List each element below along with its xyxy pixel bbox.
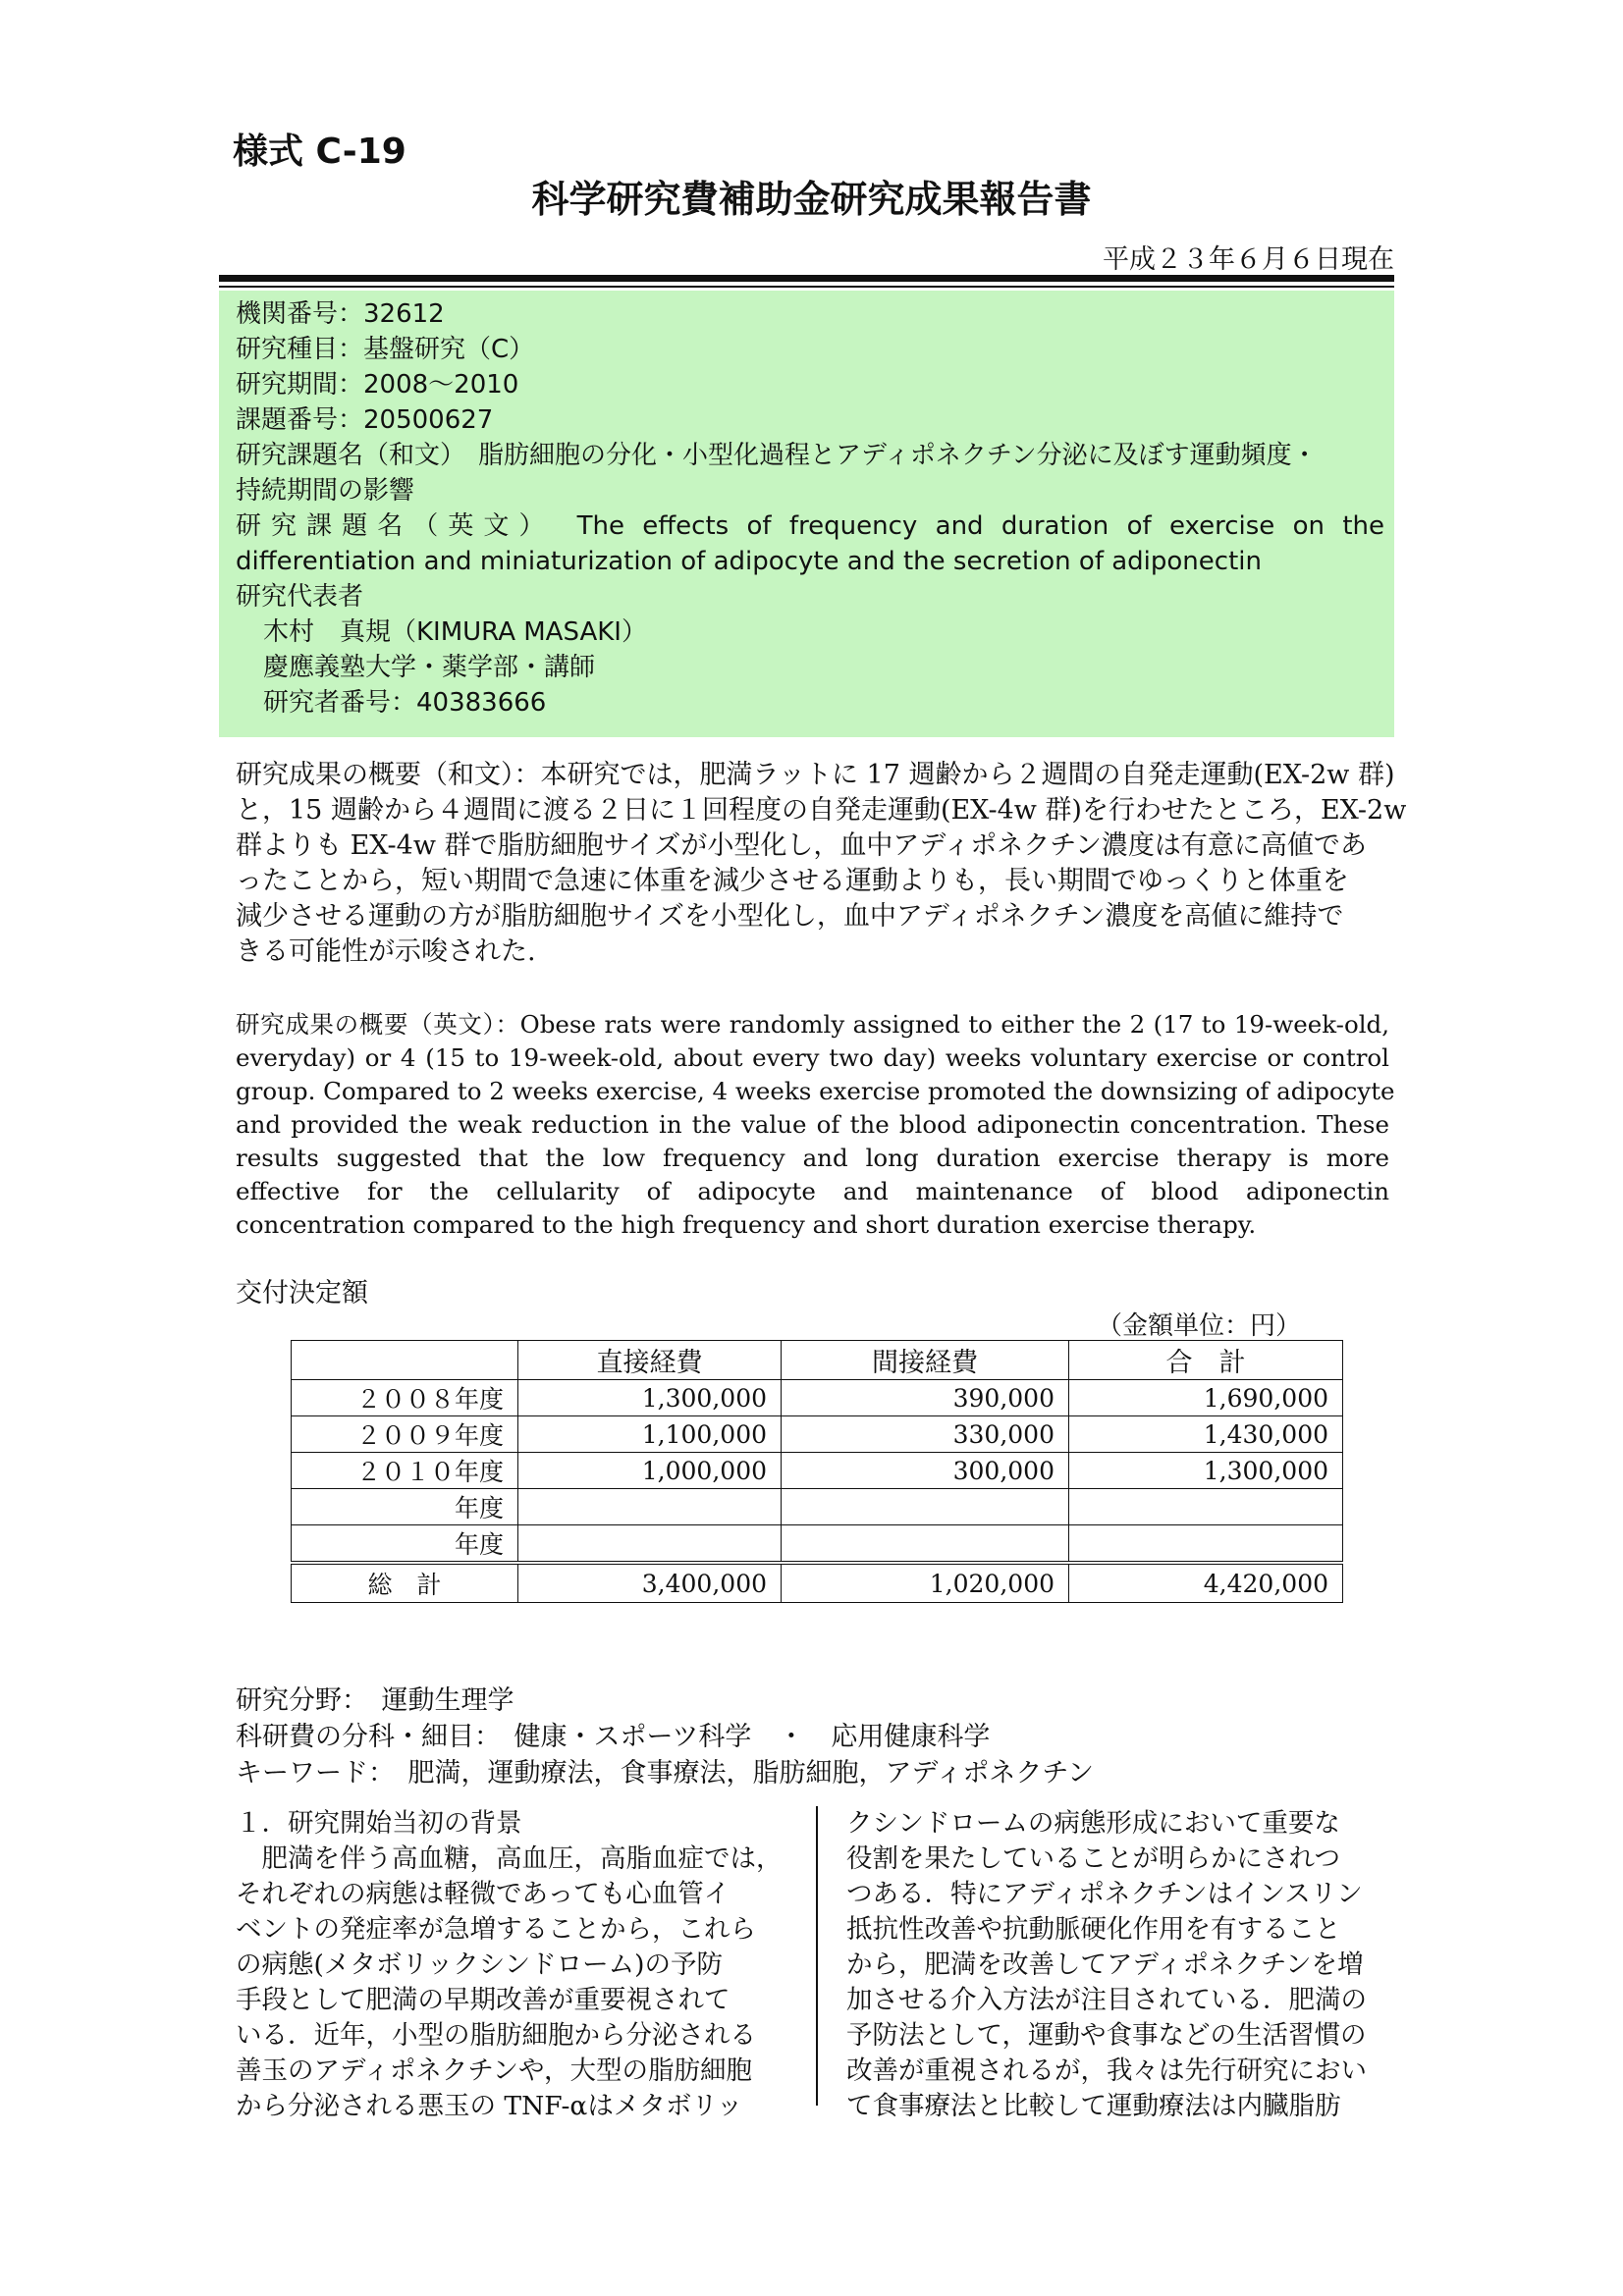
table-cell: 1,300,000	[518, 1380, 782, 1416]
body-line: 抵抗性改善や抗動脈硬化作用を有すること	[846, 1914, 1341, 1945]
body-line: 善玉のアディポネクチンや，大型の脂肪細胞	[236, 2056, 753, 2086]
section1-right-column	[846, 1806, 1396, 2124]
summary-en-line: results suggested that the low frequency and long duration exercise therapy is more	[236, 1144, 1389, 1172]
table-header-cell: 直接経費	[518, 1341, 782, 1380]
title-jp-line1: 研究課題名（和文） 脂肪細胞の分化・小型化過程とアディポネクチン分泌に及ぼす運動頻度・	[236, 441, 1318, 470]
summary-en-line: and provided the weak reduction in the value of the blood adiponectin concentration. These	[236, 1110, 1389, 1139]
table-cell	[1069, 1525, 1343, 1564]
section1-left-column	[236, 1806, 781, 2124]
table-cell-year: ２００８年度	[292, 1380, 518, 1416]
document-title: 科学研究費補助金研究成果報告書	[531, 178, 1092, 221]
table-total-cell: 4,420,000	[1069, 1563, 1343, 1603]
table-cell: 1,430,000	[1069, 1416, 1343, 1453]
table-cell: 1,690,000	[1069, 1380, 1343, 1416]
table-cell: 330,000	[782, 1416, 1069, 1453]
table-header-cell: 間接経費	[782, 1341, 1069, 1380]
summary-jp-line: きる可能性が示唆された.	[236, 936, 536, 967]
body-line: ベントの発症率が急増することから，これら	[236, 1914, 756, 1945]
research-field: 研究分野： 運動生理学	[236, 1685, 514, 1716]
table-row	[292, 1453, 1343, 1489]
title-en-line2: differentiation and miniaturization of adipocyte and the secretion of adiponectin	[236, 547, 1262, 576]
body-line: 手段として肥満の早期改善が重要視されて	[236, 1985, 730, 2015]
section-heading: １．研究開始当初の背景	[236, 1808, 522, 1839]
table-total-row	[292, 1563, 1343, 1603]
summary-jp-line: 群よりも EX-4w 群で脂肪細胞サイズが小型化し，血中アディポネクチン濃度は有意に高値であ	[236, 830, 1367, 861]
table-cell	[518, 1489, 782, 1525]
summary-jp	[236, 758, 1407, 970]
research-type: 研究種目：基盤研究（C）	[236, 335, 535, 364]
table-cell: 1,100,000	[518, 1416, 782, 1453]
grant-table	[291, 1340, 1343, 1603]
summary-en-line: group. Compared to 2 weeks exercise, 4 weeks exercise promoted the downsizing of adipocyte	[236, 1077, 1395, 1105]
summary-en-line: effective for the cellularity of adipocyte and maintenance of blood adiponectin	[236, 1177, 1389, 1205]
summary-en-line: concentration compared to the high frequency and short duration exercise therapy.	[236, 1210, 1257, 1239]
table-cell	[782, 1489, 1069, 1525]
institution-number: 機関番号：32612	[236, 299, 445, 329]
body-line: 加させる介入方法が注目されている．肥満の	[846, 1985, 1367, 2015]
table-total-cell: 1,020,000	[782, 1563, 1069, 1603]
research-period: 研究期間：2008～2010	[236, 370, 519, 400]
column-divider	[816, 1806, 818, 2106]
representative-name: 木村 真規（KIMURA MASAKI）	[263, 617, 647, 647]
project-number: 課題番号：20500627	[236, 405, 494, 435]
table-cell-year: 年度	[292, 1489, 518, 1525]
summary-jp-line: ったことから，短い期間で急速に体重を減少させる運動よりも，長い期間でゆっくりと体重を	[236, 866, 1349, 896]
table-total-label: 総 計	[292, 1563, 518, 1603]
title-en-line1: 研究課題名（英文） The effects of frequency and duration of exercise on the	[236, 511, 1384, 541]
header-rule-thin	[219, 286, 1394, 288]
table-cell-year: ２０１０年度	[292, 1453, 518, 1489]
keywords: キーワード： 肥満，運動療法，食事療法，脂肪細胞，アディポネクチン	[236, 1758, 1094, 1789]
table-cell	[518, 1525, 782, 1564]
summary-en-line: 研究成果の概要（英文）：Obese rats were randomly assigned to either the 2 (17 to 19-week-old,	[236, 1010, 1389, 1039]
representative-affiliation: 慶應義塾大学・薬学部・講師	[263, 653, 596, 682]
summary-jp-line: と，15 週齢から４週間に渡る２日に１回程度の自発走運動(EX-4w 群)を行わせたところ，EX-2w	[236, 795, 1407, 826]
body-line: 予防法として，運動や食事などの生活習慣の	[846, 2020, 1367, 2051]
table-header-row	[292, 1341, 1343, 1380]
body-line: 役割を果たしていることが明らかにされつ	[846, 1843, 1340, 1874]
body-line: 改善が重視されるが，我々は先行研究におい	[846, 2056, 1367, 2086]
grant-unit-label: （金額単位：円）	[1097, 1311, 1302, 1341]
grant-label: 交付決定額	[236, 1278, 368, 1308]
body-line: 肥満を伴う高血糖，高血圧，高脂血症では，	[236, 1843, 783, 1874]
summary-en	[236, 1008, 1395, 1242]
table-cell	[1069, 1489, 1343, 1525]
table-cell-year: 年度	[292, 1525, 518, 1564]
summary-jp-line: 研究成果の概要（和文）：本研究では，肥満ラットに 17 週齢から２週間の自発走運動(EX-2w 群)	[236, 760, 1395, 790]
body-line: の病態(メタボリックシンドローム)の予防	[236, 1949, 723, 1980]
table-cell: 390,000	[782, 1380, 1069, 1416]
report-date: 平成２３年６月６日現在	[1103, 244, 1394, 275]
research-category: 科研費の分科・細目： 健康・スポーツ科学 ・ 応用健康科学	[236, 1722, 991, 1752]
table-header-cell	[292, 1341, 518, 1380]
table-cell-year: ２００９年度	[292, 1416, 518, 1453]
summary-en-line: everyday) or 4 (15 to 19-week-old, about every two day) weeks voluntary exercise or control	[236, 1043, 1389, 1072]
table-row	[292, 1525, 1343, 1564]
researcher-number: 研究者番号：40383666	[263, 688, 547, 718]
table-row	[292, 1380, 1343, 1416]
table-cell	[782, 1525, 1069, 1564]
form-id: 様式 C-19	[233, 132, 406, 172]
table-cell: 1,000,000	[518, 1453, 782, 1489]
body-line: から分泌される悪玉の TNF-αはメタボリッ	[236, 2091, 743, 2121]
table-total-cell: 3,400,000	[518, 1563, 782, 1603]
body-line: いる．近年，小型の脂肪細胞から分泌される	[236, 2020, 756, 2051]
body-line: それぞれの病態は軽微であっても心血管イ	[236, 1879, 730, 1909]
table-header-cell: 合 計	[1069, 1341, 1343, 1380]
table-row	[292, 1416, 1343, 1453]
header-rule-thick	[219, 275, 1394, 282]
body-line: クシンドロームの病態形成において重要な	[846, 1808, 1340, 1839]
representative-label: 研究代表者	[236, 582, 364, 612]
summary-jp-line: 減少させる運動の方が脂肪細胞サイズを小型化し，血中アディポネクチン濃度を高値に維持で	[236, 901, 1344, 932]
body-line: つある．特にアディポネクチンはインスリン	[846, 1879, 1363, 1909]
title-jp-line2: 持続期間の影響	[236, 476, 415, 506]
body-line: から，肥満を改善してアディポネクチンを増	[846, 1949, 1364, 1980]
table-row	[292, 1489, 1343, 1525]
table-cell: 300,000	[782, 1453, 1069, 1489]
body-line: て食事療法と比較して運動療法は内臓脂肪	[846, 2091, 1341, 2121]
table-cell: 1,300,000	[1069, 1453, 1343, 1489]
